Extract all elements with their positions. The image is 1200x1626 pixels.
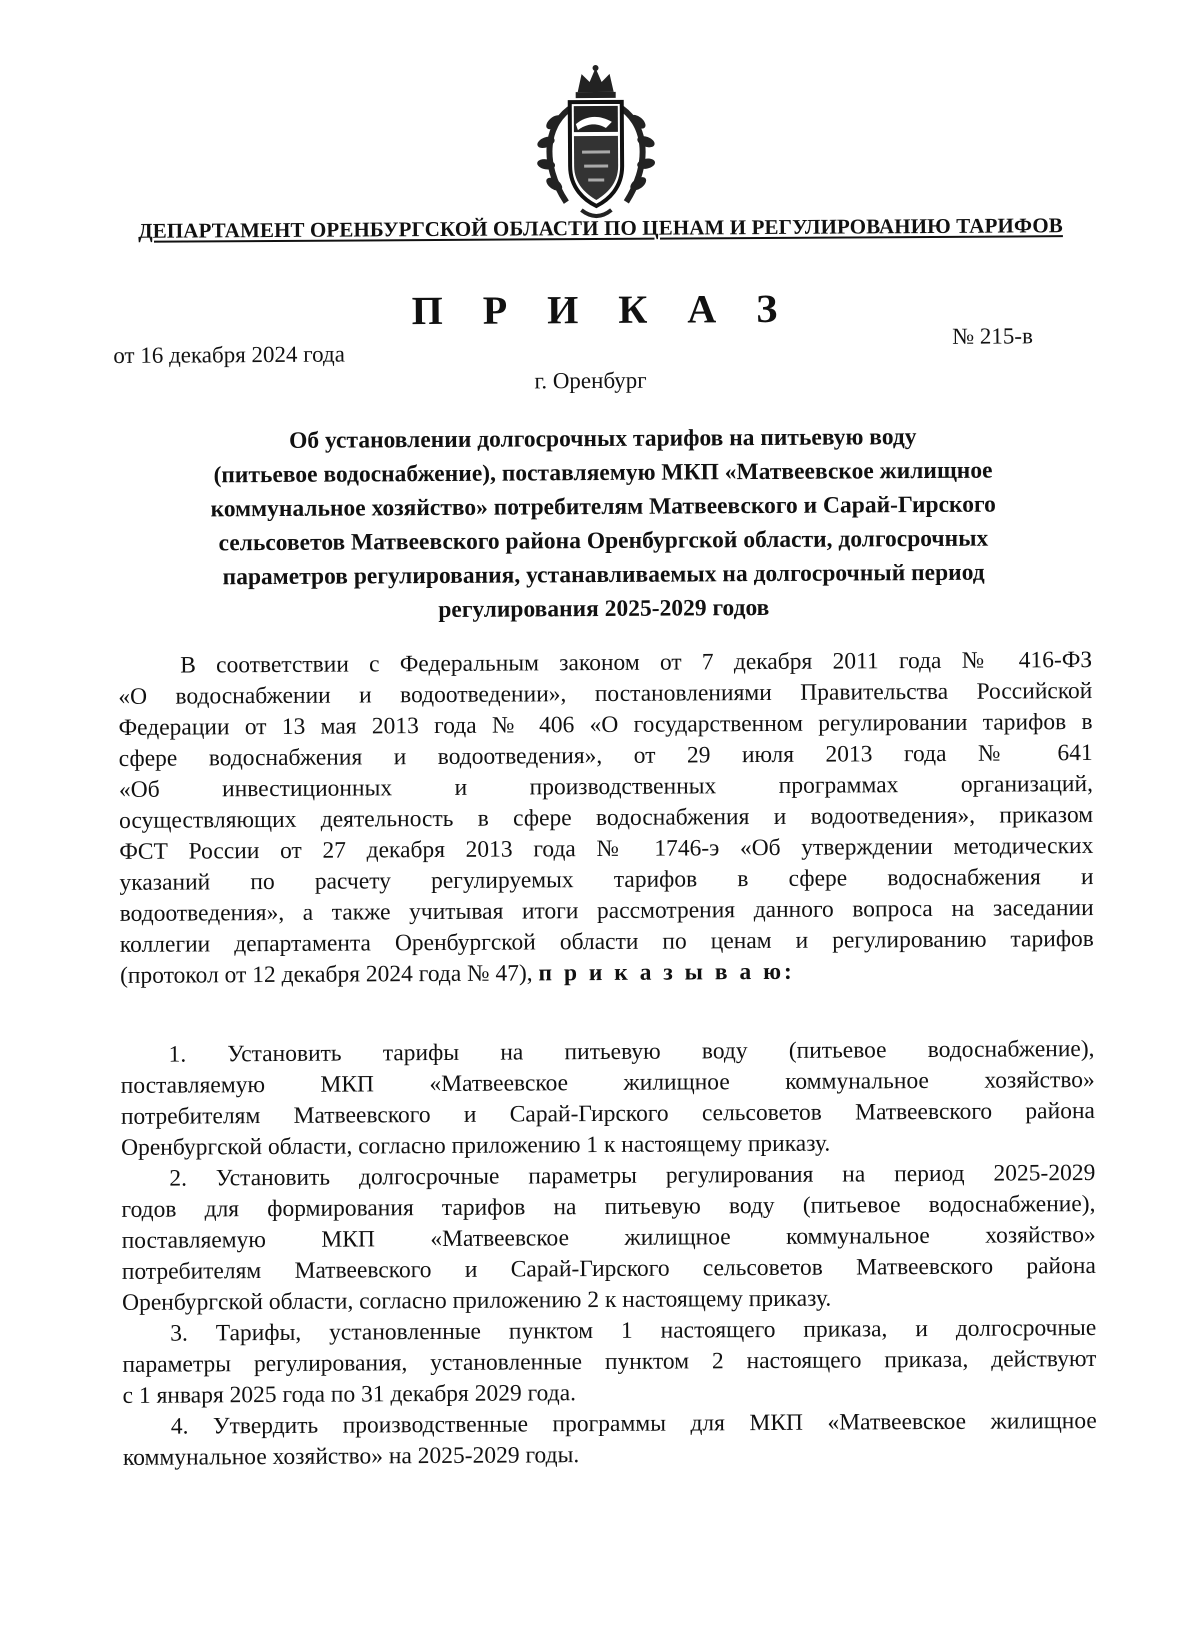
order-item-3	[122, 1313, 1097, 1412]
item-line: параметры регулирования, установленные пунктом 2 настоящего приказа, действуют	[122, 1345, 1097, 1378]
coat-of-arms-emblem	[525, 62, 666, 223]
preamble-last-line	[120, 955, 1094, 992]
item-line: поставляемую МКП «Матвеевское жилищное коммунальное хозяйство»	[121, 1221, 1096, 1254]
preamble-line: сфере водоснабжения и водоотведения», от 29 июля 2013 года № 641	[118, 739, 1093, 772]
item-line: поставляемую МКП «Матвеевское жилищное коммунальное хозяйство»	[120, 1066, 1095, 1099]
preamble-line: водоотведения», а также учитывая итоги рассмотрения данного вопроса на заседании	[119, 894, 1094, 927]
order-item-2	[121, 1158, 1096, 1319]
preamble-line: осуществляющих деятельность в сфере водоснабжения и водоотведения», приказом	[119, 801, 1094, 834]
item-line: Оренбургской области, согласно приложению 1 к настоящему приказу.	[121, 1130, 831, 1161]
heading-line: параметров регулирования, устанавливаемых на долгосрочный период	[222, 559, 985, 591]
order-number: № 215-в	[952, 323, 1033, 349]
item-line: 1. Установить тарифы на питьевую воду (питьевое водоснабжение),	[168, 1035, 1095, 1068]
item-line: 2. Установить долгосрочные параметры регулирования на период 2025-2029	[169, 1159, 1096, 1192]
item-line: годов для формирования тарифов на питьевую воду (питьевое водоснабжение),	[121, 1190, 1096, 1223]
preamble-line: (протокол от 12 декабря 2024 года № 47),	[119, 960, 533, 989]
document-type-title: П Р И К А З	[411, 285, 793, 334]
item-line: с 1 января 2025 года по 31 декабря 2029 года.	[122, 1380, 577, 1409]
preamble-line: указаний по расчету регулируемых тарифов в сфере водоснабжения и	[119, 863, 1094, 896]
heading-line: сельсоветов Матвеевского района Оренбургской области, долгосрочных	[218, 525, 989, 557]
heading-line: регулирования 2025-2029 годов	[438, 594, 770, 623]
order-date: от 16 декабря 2024 года	[113, 341, 345, 368]
order-item-1	[120, 1034, 1095, 1164]
heading-line: Об установлении долгосрочных тарифов на питьевую воду	[289, 424, 917, 454]
item-line: потребителям Матвеевского и Сарай-Гирского сельсоветов Матвеевского района	[120, 1097, 1095, 1130]
preamble-line: ФСТ России от 27 декабря 2013 года № 1746-э «Об утверждении методических	[119, 832, 1094, 865]
order-item-4	[123, 1406, 1097, 1474]
preamble-line: «Об инвестиционных и производственных программах организаций,	[118, 770, 1093, 803]
order-heading	[148, 419, 1059, 629]
item-line: Оренбургской области, согласно приложению 2 к настоящему приказу.	[121, 1285, 832, 1316]
order-items	[120, 1034, 1097, 1474]
preamble-line: В соответствии с Федеральным законом от 7 декабря 2011 года № 416-ФЗ	[180, 646, 1093, 679]
preamble-emphasis: п р и к а з ы в а ю:	[538, 958, 795, 987]
heading-line: коммунальное хозяйство» потребителям Матвеевского и Сарай-Гирского	[210, 491, 996, 523]
order-city: г. Оренбург	[534, 367, 647, 394]
preamble-line: «О водоснабжении и водоотведении», постановлениями Правительства Российской	[118, 677, 1093, 710]
preamble-line: коллегии департамента Оренбургской области по ценам и регулированию тарифов	[119, 925, 1094, 958]
item-line: коммунальное хозяйство» на 2025-2029 годы.	[122, 1442, 580, 1471]
item-line: 4. Утвердить производственные программы для МКП «Матвеевское жилищное	[170, 1407, 1097, 1440]
department-name: ДЕПАРТАМЕНТ ОРЕНБУРГСКОЙ ОБЛАСТИ ПО ЦЕНАМ И РЕГУЛИРОВАНИЮ ТАРИФОВ	[138, 213, 1063, 243]
preamble-line: Федерации от 13 мая 2013 года № 406 «О государственном регулировании тарифов в	[118, 708, 1093, 741]
item-line: 3. Тарифы, установленные пунктом 1 настоящего приказа, и долгосрочные	[170, 1314, 1097, 1347]
item-line: потребителям Матвеевского и Сарай-Гирского сельсоветов Матвеевского района	[121, 1252, 1096, 1285]
preamble-paragraph	[118, 645, 1094, 992]
heading-line: (питьевое водоснабжение), поставляемую МКП «Матвеевское жилищное	[213, 457, 993, 489]
